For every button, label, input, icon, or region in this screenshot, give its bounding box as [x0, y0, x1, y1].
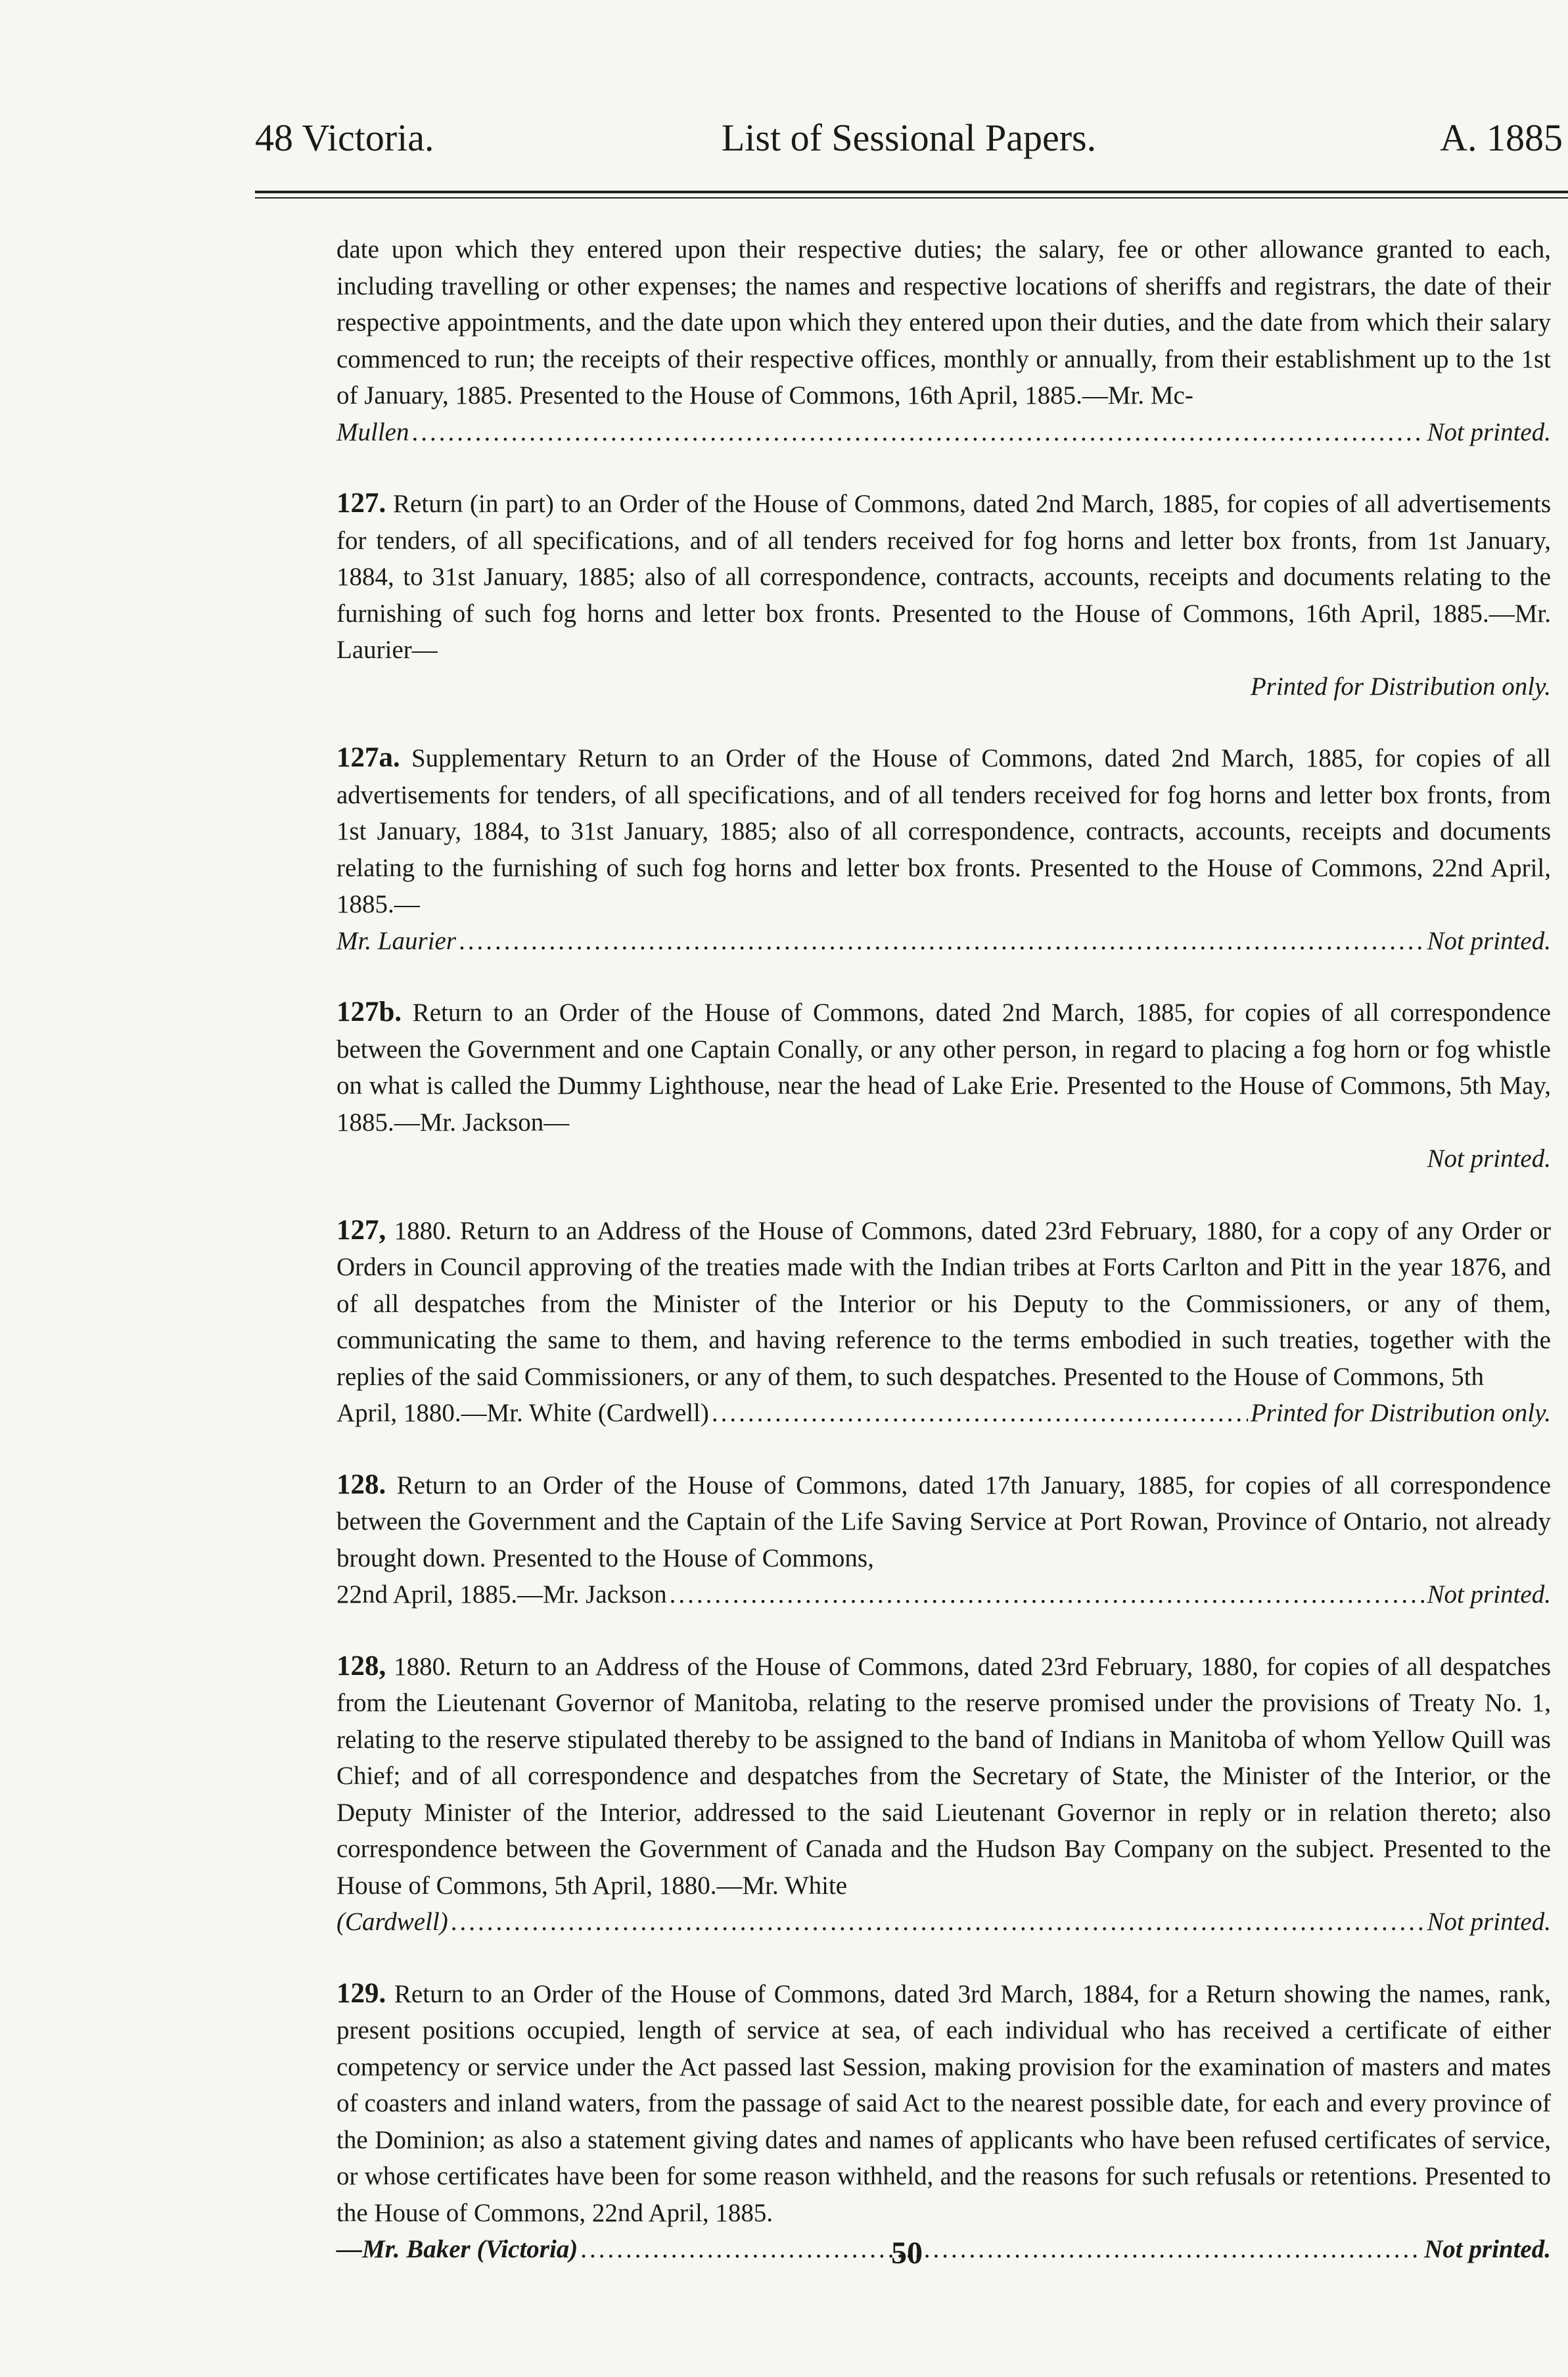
sessional-papers-list: [336, 231, 1551, 2303]
entry-status: Not printed.: [1427, 1908, 1551, 1936]
dot-leader: [670, 1576, 1425, 1613]
entry-text: 1880. Return to an Address of the House of Commons, dated 23rd February, 1880, for copies of all despatches from the Lieutenant Governor of Manitoba, relating to the reserve promised under the provisions of Treaty No. 1, relating to the reserve stipulated thereby to be assigned to the band of Indians in Manitoba of whom Yellow Quill was Chief; and of all correspondence and despatches from the Secretary of State, the Minister of the Interior, or the Deputy Minister of the Interior, addressed to the said Lieutenant Governor in reply or in relation thereto; also correspondence between the Government of Canada and the Hudson Bay Company on the subject. Presented to the House of Commons, 5th April, 1880.—Mr. White: [336, 1652, 1551, 1900]
entry-mover: —Mr. Baker (Victoria): [336, 2235, 578, 2263]
entry-text: Return to an Order of the House of Commons, dated 3rd March, 1884, for a Return showing the names, rank, present positions occupied, length of service at sea, of each individual who has received a certificate of either competency or service under the Act passed last Session, making provision for the examination of masters and mates of coasters and inland waters, from the passage of said Act to the nearest possible date, for each and every province of the Dominion; as also a statement giving dates and names of applicants who have been refused certificates of service, or whose certificates have been for some reason withheld, and the reasons for such refusals or retentions. Presented to the House of Commons, 22nd April, 1885.: [336, 1979, 1551, 2227]
page-header: [255, 112, 1563, 171]
header-rule-thin: [255, 197, 1568, 199]
entry-closing-line: [336, 1395, 1551, 1432]
dot-leader: [712, 1395, 1248, 1432]
entry-closing-line: [336, 1904, 1551, 1941]
entry-number: 127,: [336, 1214, 386, 1246]
header-session: 48 Victoria.: [255, 116, 434, 159]
entry-status: Printed for Distribution only.: [1250, 672, 1551, 701]
entry-number: 129.: [336, 1977, 386, 2009]
entry-number: 127a.: [336, 742, 400, 773]
entry-text: Return to an Order of the House of Commons, dated 17th January, 1885, for copies of all correspondence between the Government and the Captain of the Life Saving Service at Port Rowan, Province of Ontario, not already brought down. Presented to the House of Commons,: [336, 1471, 1551, 1572]
entry-mover: 22nd April, 1885.—Mr. Jackson: [336, 1580, 667, 1609]
entry-status: Not printed.: [1427, 926, 1551, 955]
entry-closing-line: [336, 414, 1551, 451]
entry-128-1880: [336, 1648, 1551, 1941]
entry-closing-line: [336, 923, 1551, 960]
entry-status: Printed for Distribution only.: [1250, 1399, 1551, 1427]
entry-number: 128,: [336, 1650, 386, 1682]
header-title: List of Sessional Papers.: [721, 116, 1097, 159]
entry-number: 128.: [336, 1469, 386, 1500]
entry-status: Not printed.: [1427, 417, 1551, 446]
header-rule-thick: [255, 191, 1568, 193]
entry-127b: [336, 994, 1551, 1177]
entry-number: 127b.: [336, 997, 402, 1027]
entry-number: 127.: [336, 488, 386, 519]
entry-127a: [336, 740, 1551, 959]
dot-leader: [459, 923, 1424, 960]
entry-status: Not printed.: [1424, 2235, 1551, 2263]
page-number: 50: [891, 2236, 923, 2271]
entry-status: Not printed.: [1427, 1580, 1551, 1609]
entry-text: Return to an Order of the House of Commons, dated 2nd March, 1885, for copies of all correspondence between the Government and one Captain Conally, or any other person, in regard to placing a fog horn or fog whistle on what is called the Dummy Lighthouse, near the head of Lake Erie. Presented to the House of Commons, 5th May, 1885.—Mr. Jackson—: [336, 999, 1551, 1137]
entry-129: [336, 1975, 1551, 2268]
header-year: A. 1885: [1440, 116, 1563, 159]
entry-closing-line: [336, 1576, 1551, 1613]
dot-leader: [580, 2231, 1421, 2268]
entry-mover: (Cardwell): [336, 1908, 448, 1936]
entry-mover: Mullen: [336, 417, 409, 446]
entry-127: [336, 485, 1551, 705]
entry-128: [336, 1467, 1551, 1613]
dot-leader: [451, 1904, 1425, 1941]
entry-text: Return (in part) to an Order of the House of Commons, dated 2nd March, 1885, for copies of all advertisements for tenders, of all specifications, and of all tenders received for fog horns and letter box fronts, from 1st January, 1884, to 31st January, 1885; also of all correspondence, contracts, accounts, receipts and documents relating to the furnishing of such fog horns and letter box fronts. Presented to the House of Commons, 16th April, 1885.—Mr. Laurier—: [336, 490, 1551, 664]
entry-mover: Mr. Laurier: [336, 926, 457, 955]
entry-text: 1880. Return to an Address of the House of Commons, dated 23rd February, 1880, for a copy of any Order or Orders in Council approving of the treaties made with the Indian tribes at Forts Carlton and Pitt in the year 1876, and of all despatches from the Minister of the Interior or his Deputy to the Commissioners, or any of them, communicating the same to them, and having reference to the terms embodied in such treaties, together with the replies of the said Commissioners, or any of them, to such despatches. Presented to the House of Commons, 5th: [336, 1216, 1551, 1391]
entry-mover: April, 1880.—Mr. White (Cardwell): [336, 1399, 709, 1427]
entry-127-1880: [336, 1212, 1551, 1432]
entry-text: date upon which they entered upon their respective duties; the salary, fee or other allowance granted to each, including travelling or other expenses; the names and respective locations of sheriffs and registrars, the date of their respective appointments, and the date upon which they entered upon their duties, and the date from which their salary commenced to run; the receipts of their respective offices, monthly or annually, from their establishment up to the 1st of January, 1885. Presented to the House of Commons, 16th April, 1885.—Mr. Mc-: [336, 235, 1551, 410]
entry-status: Not printed.: [1427, 1144, 1551, 1173]
entry-text: Supplementary Return to an Order of the House of Commons, dated 2nd March, 1885, for copies of all advertisements for tenders, of all specifications, and of all tenders received for fog horns and letter box fronts, from 1st January, 1884, to 31st January, 1885; also of all correspondence, contracts, accounts, receipts and documents relating to the furnishing of such fog horns and letter box fronts. Presented to the House of Commons, 22nd April, 1885.—: [336, 744, 1551, 918]
entry-continuation: [336, 231, 1551, 450]
dot-leader: [411, 414, 1424, 451]
